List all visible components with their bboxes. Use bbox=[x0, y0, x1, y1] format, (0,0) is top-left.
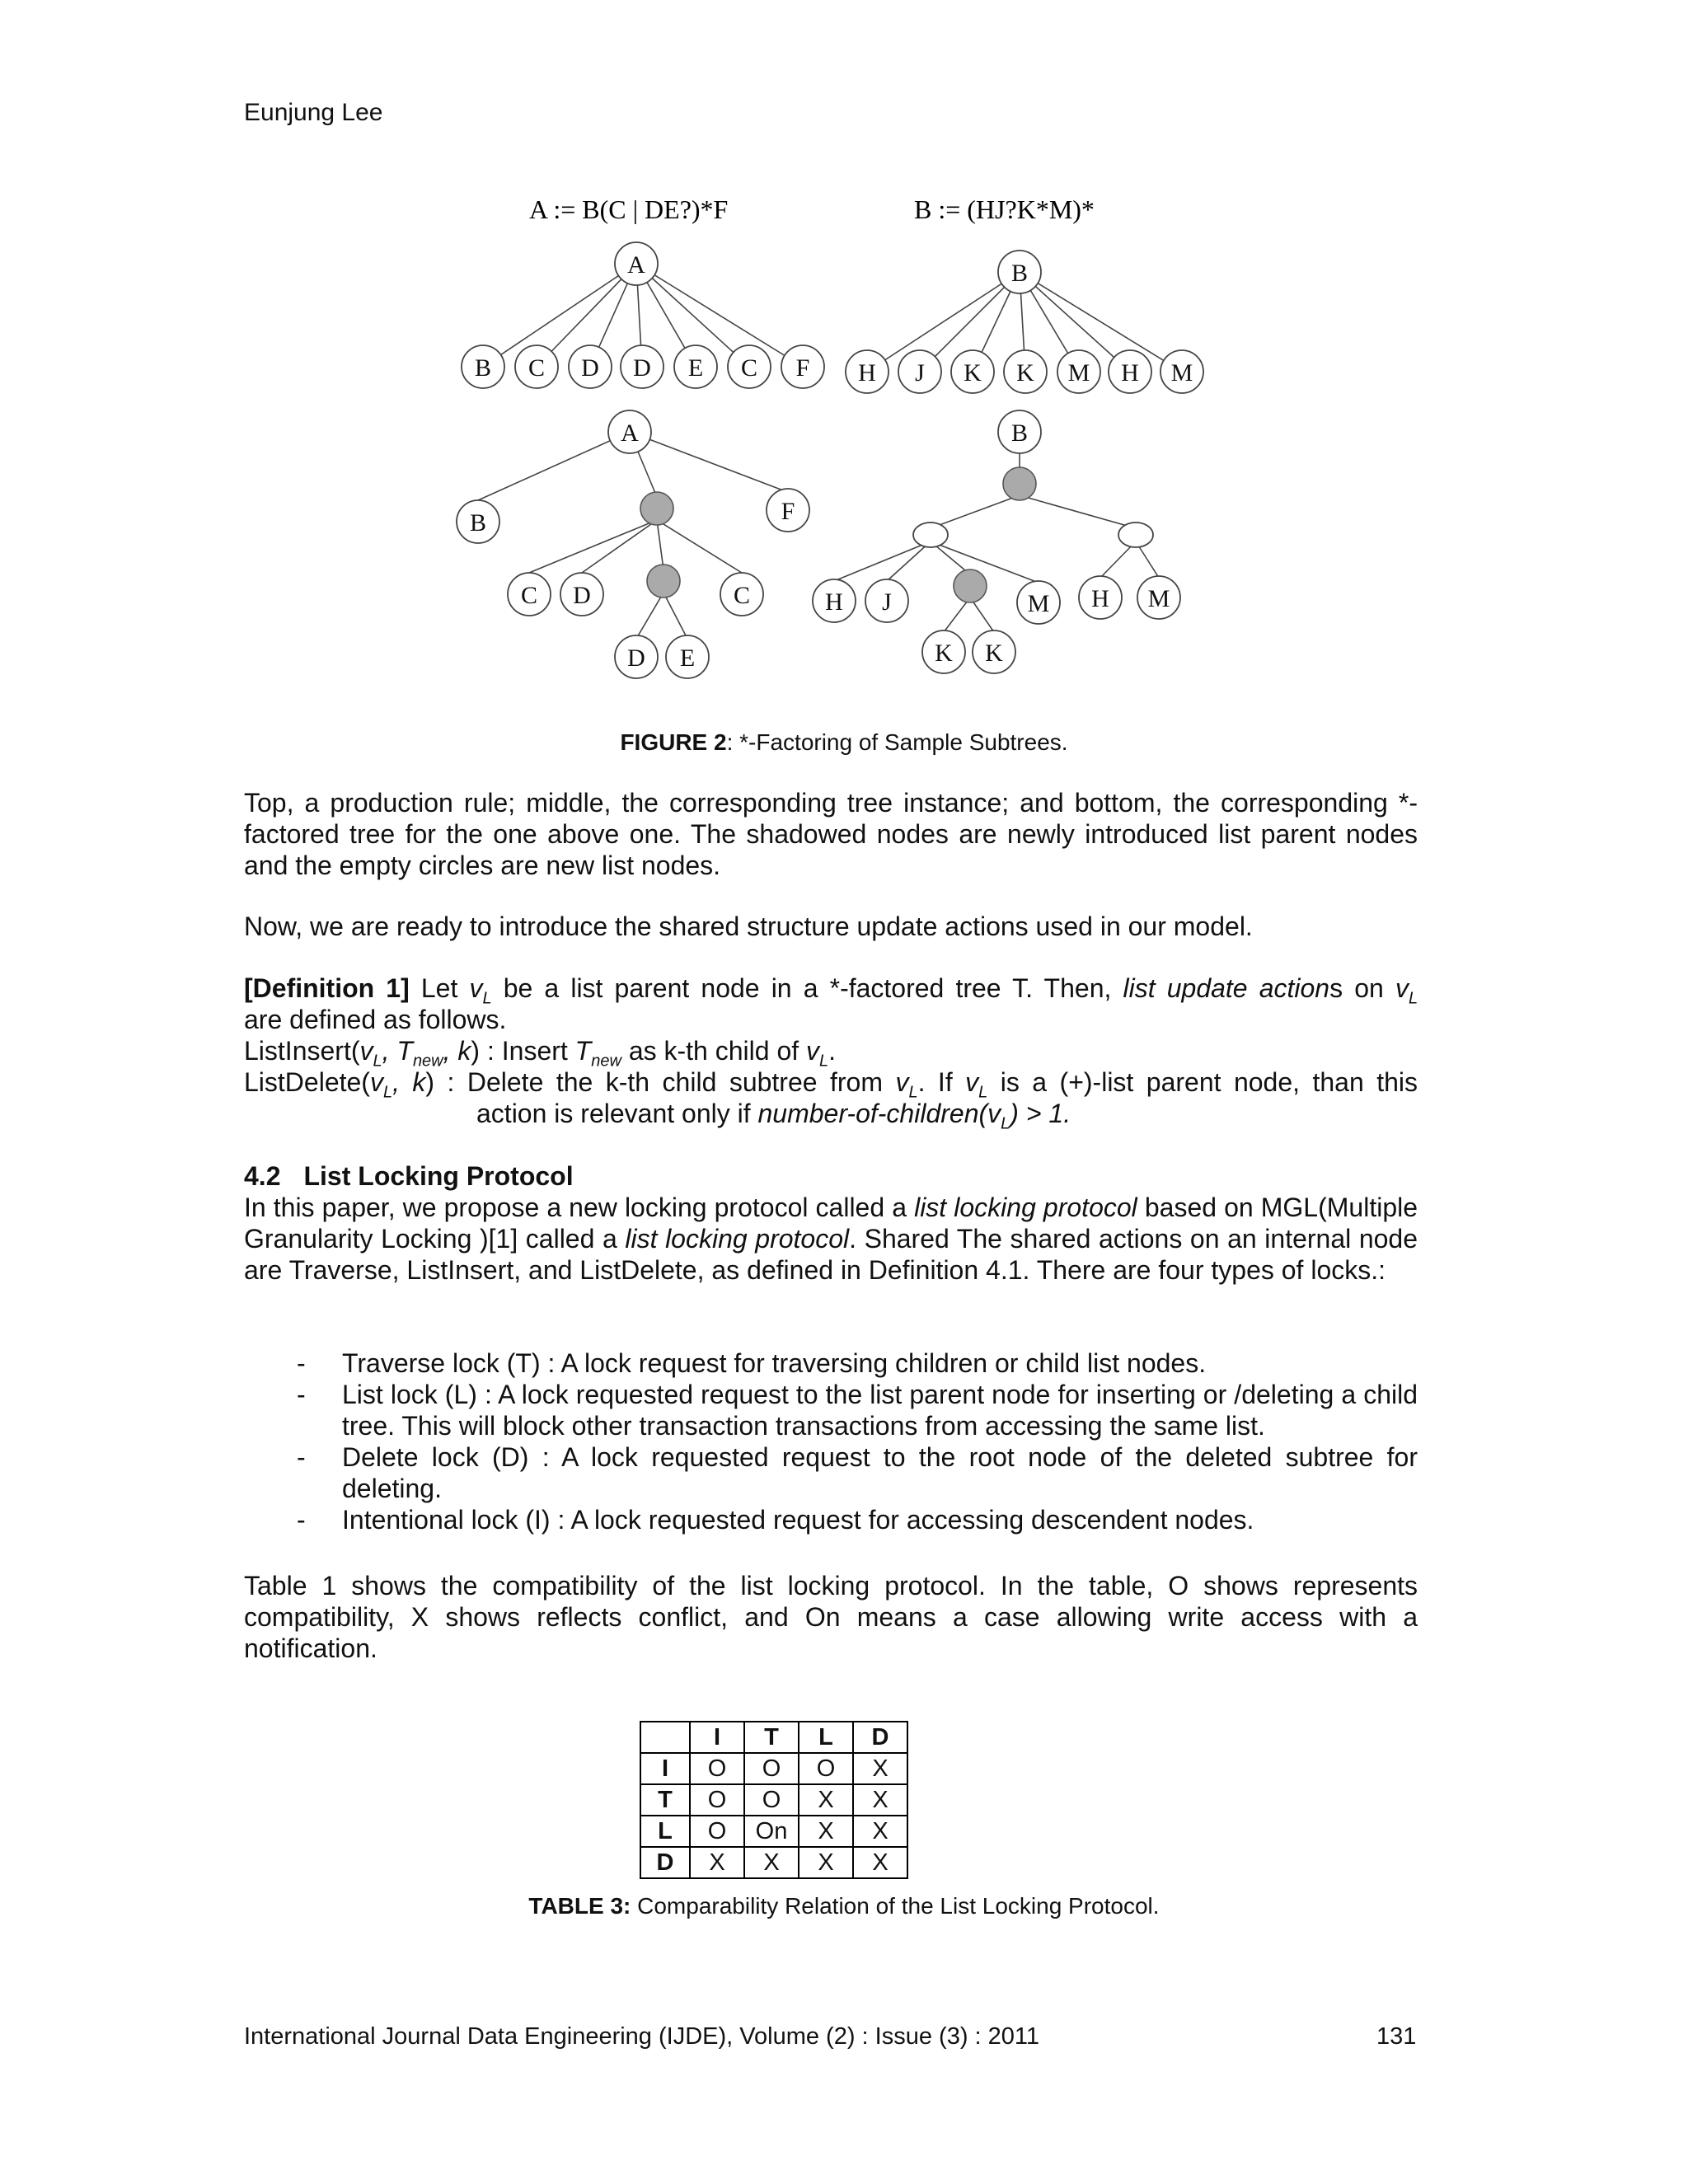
table-row bbox=[640, 1753, 907, 1784]
node-label: B bbox=[1010, 260, 1029, 287]
table-row-header: T bbox=[640, 1784, 690, 1816]
table-row bbox=[640, 1816, 907, 1847]
node-label: B bbox=[474, 354, 492, 382]
table-intro-paragraph: Table 1 shows the compatibility of the list locking protocol. In the table, O shows represents compatibility, X shows reflects conflict, and On means a case allowing write access with a notification. bbox=[244, 1571, 1418, 1663]
node-label: K bbox=[964, 359, 982, 387]
list-delete-def-cont: action is relevant only if number-$of-children(v_L) > 1$. bbox=[476, 1099, 1071, 1133]
list-item: - Intentional lock (I) : A lock requested request for accessing descendent nodes. bbox=[297, 1505, 1254, 1535]
table-cell: X bbox=[853, 1784, 907, 1816]
node-label: D bbox=[627, 644, 645, 672]
table-cell: X bbox=[799, 1816, 853, 1847]
node-label: D bbox=[633, 354, 651, 382]
node-label: F bbox=[795, 354, 810, 382]
list-item: - Traverse lock (T) : A lock request for traversing children or child list nodes. bbox=[297, 1348, 1207, 1378]
definition-line-1: [Definition 1] Let $v_L$ be a list parent node in a *-factored tree T. Then, list update actions on $v_L$ bbox=[244, 973, 1418, 1008]
table-caption: TABLE 3: Comparability Relation of the List Locking Protocol. bbox=[528, 1893, 1160, 1919]
figure-caption: FIGURE 2: *-Factoring of Sample Subtrees. bbox=[620, 729, 1068, 755]
table-cell: X bbox=[744, 1847, 799, 1878]
table-row-header: D bbox=[640, 1847, 690, 1878]
node-label: J bbox=[915, 359, 925, 387]
list-delete-def: $ListDelete(v_L$, k) : Delete the k-th child subtree from $v_L$. If $v_L$ is a (+)-list parent node, than this bbox=[244, 1067, 1418, 1102]
section-heading: 4.2 List Locking Protocol bbox=[244, 1161, 574, 1191]
production-rule-a: A := B(C | DE?)*F bbox=[529, 194, 729, 224]
table-header-cell: L bbox=[799, 1722, 853, 1753]
table-row-header: I bbox=[640, 1753, 690, 1784]
node-label: C bbox=[528, 354, 546, 382]
node-label: J bbox=[882, 588, 892, 616]
table-cell: X bbox=[799, 1784, 853, 1816]
table-cell: X bbox=[853, 1847, 907, 1878]
compatibility-table bbox=[640, 1721, 908, 1879]
node-label: B bbox=[1010, 419, 1029, 447]
intro-paragraph: Now, we are ready to introduce the shared structure update actions used in our model. bbox=[244, 912, 1253, 941]
table-row bbox=[640, 1784, 907, 1816]
node-label: H bbox=[825, 588, 843, 616]
section-paragraph: In this paper, we propose a new locking protocol called a list locking protocol based on MGL(Multiple Granularity Locking )[1] called a list locking protocol. Shared The shared actions on an internal node are Traverse, ListInsert, and ListDelete, as defined in Definition 4.1. There are four types of locks.: bbox=[244, 1193, 1418, 1285]
table-cell: X bbox=[690, 1847, 744, 1878]
table-cell: O bbox=[690, 1784, 744, 1816]
list-insert-def: $ListInsert(v_L$, $T_{new}$, k) : Insert $T_{new}$ as k-th child of $v_L$. bbox=[244, 1036, 837, 1071]
node-label: H bbox=[1091, 585, 1109, 612]
node-label: K bbox=[935, 640, 953, 667]
page-number: 131 bbox=[1376, 2023, 1417, 2050]
table-cell: O bbox=[690, 1753, 744, 1784]
table-cell: On bbox=[744, 1816, 799, 1847]
node-label: C bbox=[520, 582, 538, 609]
list-item: - Delete lock (D) : A lock requested request to the root node of the deleted subtree for deleting. bbox=[297, 1442, 1418, 1503]
definition-line-2: are defined as follows. bbox=[244, 1005, 507, 1034]
table-cell: O bbox=[799, 1753, 853, 1784]
table-header-cell: T bbox=[744, 1722, 799, 1753]
table-header-cell: I bbox=[690, 1722, 744, 1753]
lock-types-list bbox=[297, 1347, 1418, 1535]
node-label: M bbox=[1147, 585, 1170, 612]
node-label: M bbox=[1170, 359, 1193, 387]
table-cell: X bbox=[853, 1816, 907, 1847]
node-label: C bbox=[740, 354, 758, 382]
node-label: F bbox=[781, 498, 795, 525]
node-label: B bbox=[469, 509, 487, 537]
figure-description: Top, a production rule; middle, the corresponding tree instance; and bottom, the corresponding *-factored tree for the one above one. The shadowed nodes are newly introduced list parent nodes and the empty circles are new list nodes. bbox=[244, 788, 1418, 880]
node-label: M bbox=[1027, 590, 1050, 617]
node-label: H bbox=[858, 359, 876, 387]
table-cell bbox=[640, 1722, 690, 1753]
node-label: E bbox=[679, 644, 696, 672]
table-header-row bbox=[640, 1722, 907, 1753]
list-item: - List lock (L) : A lock requested request to the list parent node for inserting or /deleting a child tree. This will block other transaction transactions from accessing the same list. bbox=[297, 1380, 1418, 1441]
table-row-header: L bbox=[640, 1816, 690, 1847]
footer-journal: International Journal Data Engineering (IJDE), Volume (2) : Issue (3) : 2011 bbox=[244, 2023, 1040, 2050]
node-label: M bbox=[1067, 359, 1090, 387]
node-label: K bbox=[1016, 359, 1034, 387]
node-label: A bbox=[627, 251, 645, 279]
table-row bbox=[640, 1847, 907, 1878]
table-cell: O bbox=[744, 1753, 799, 1784]
table-header-cell: D bbox=[853, 1722, 907, 1753]
table-cell: X bbox=[799, 1847, 853, 1878]
table-cell: O bbox=[744, 1784, 799, 1816]
production-rule-b: B := (HJ?K*M)* bbox=[914, 194, 1095, 224]
figure-factoring-trees bbox=[429, 194, 1253, 705]
table-cell: O bbox=[690, 1816, 744, 1847]
node-label: C bbox=[733, 582, 751, 609]
running-head-author: Eunjung Lee bbox=[244, 99, 383, 126]
node-label: D bbox=[581, 354, 599, 382]
node-label: E bbox=[687, 354, 704, 382]
table-cell: X bbox=[853, 1753, 907, 1784]
node-label: D bbox=[573, 582, 591, 609]
node-label: A bbox=[621, 419, 639, 447]
node-label: H bbox=[1121, 359, 1139, 387]
node-label: K bbox=[985, 640, 1003, 667]
